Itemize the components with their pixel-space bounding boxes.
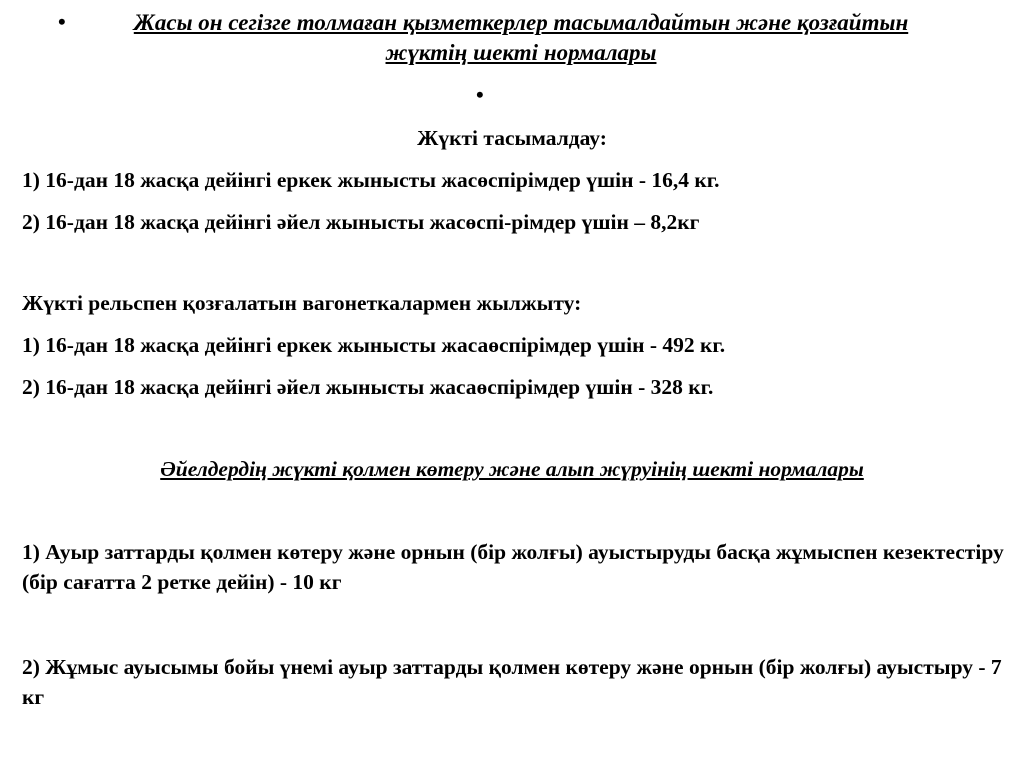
section1-item-2: 2) 16-дан 18 жасқа дейінгі әйел жынысты жасөспі-рімдер үшін – 8,2кг [22, 210, 700, 234]
section2-item-1: 1) 16-дан 18 жасқа дейінгі еркек жынысты жасаөспірімдер үшін - 492 кг. [22, 333, 726, 357]
section3-heading: Әйелдердің жүкті қолмен көтеру және алып жүруінің шекті нормалары [160, 457, 864, 481]
section3-item-2: 2) Жұмыс ауысымы бойы үнемі ауыр заттарды қолмен көтеру және орнын (бір жолғы) ауыстыру - 7 кг [22, 655, 1002, 709]
section2-item-2: 2) 16-дан 18 жасқа дейінгі әйел жынысты жасаөспірімдер үшін - 328 кг. [22, 375, 714, 399]
section1-heading: Жүкті тасымалдау: [417, 126, 607, 150]
title-block [58, 8, 978, 68]
bullet-icon: • [58, 9, 66, 34]
section2-heading: Жүкті рельспен қозғалатын вагонеткалармен жылжыту: [22, 291, 582, 315]
section3-item-1: 1) Ауыр заттарды қолмен көтеру және орнын (бір жолғы) ауыстыруды басқа жұмыспен кезектестіру (бір сағатта 2 ретке дейін) - 10 кг [22, 540, 1004, 594]
slide-title: Жасы он сегізге толмаған қызметкерлер тасымалдайтын және қозғайтын жүктің шекті нормалары [133, 10, 909, 65]
section1-item-1: 1) 16-дан 18 жасқа дейінгі еркек жынысты жасөспірімдер үшін - 16,4 кг. [22, 168, 720, 192]
bullet-icon: • [476, 82, 484, 107]
